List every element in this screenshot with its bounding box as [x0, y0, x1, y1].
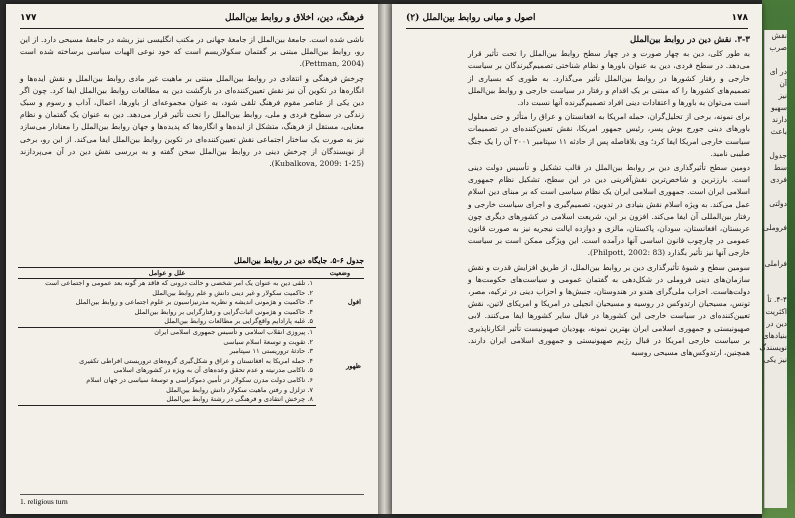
right-page-header	[406, 12, 748, 29]
next-page-fragment-line: نیز یکی	[763, 355, 787, 364]
next-page-fragment-line: آن	[779, 79, 787, 88]
table-cell: ۳. حاکمیت و هژمونی اندیشه و نظریه مدرنیزاسیون بر علوم اجتماعی و روابط بین‌الملل	[75, 298, 313, 307]
page-number: ۱۷۸	[731, 13, 748, 23]
table-cell: ۶. ناکامی دولت مدرن سکولار در تأمین دموکراسی و توسعهٔ سیاسی در جهان اسلام	[86, 375, 313, 384]
left-page-header	[20, 12, 364, 29]
left-page	[6, 4, 378, 514]
next-page-fragment-line: ۴-۴. تأ	[767, 295, 787, 304]
next-page-fragment-line	[765, 54, 787, 66]
table-row	[18, 308, 364, 318]
table-category-decline: افول	[347, 298, 361, 307]
next-page-fragment-line: سهیو	[771, 103, 787, 112]
table-row	[18, 279, 364, 289]
table-cell: ۵. غلبه پارادایم واقع‌گرایی بر مطالعات روابط بین‌الملل	[18, 317, 316, 327]
next-page-fragment-line	[765, 270, 787, 282]
table-cell: ۲. تقویت و توسعهٔ اسلام سیاسی	[223, 337, 313, 346]
table-row	[18, 289, 364, 299]
next-page-fragment-line: صرب	[769, 43, 787, 52]
table-row	[18, 347, 364, 357]
next-page-fragment-line: سط	[773, 163, 787, 172]
table-cell: ۸. چرخش انتقادی و فرهنگی در رشتهٔ روابط بین‌الملل	[18, 395, 316, 405]
table-row	[18, 327, 364, 337]
next-page-fragment-line	[765, 234, 787, 246]
next-page-fragment-line	[765, 138, 787, 150]
section-heading: ۳-۳. نقش دین در روابط بین‌الملل	[630, 35, 750, 45]
paragraph: چرخش فرهنگی و انتقادی در روابط بین‌الملل مبتنی بر ماهیت غیر مادی روابط بین‌الملل و نقش ایده‌ها و انگاره‌ها در تکوین آن نیز نقش تعیین‌کننده‌ای در بازگشت دین به مطالعات روابط بین‌الملل ایفا کرد. چون اگر دین یکی از عناصر مقوم فرهنگ تلقی شود، به عنوان مجموعه‌ای از باورها، اعمال، آداب و رسوم و سبک زندگی در سطوح فردی و ملی، روابط بین‌الملل را تحت تأثیر قرار می‌دهد. دین به عنوان یک گفتمان و نظام معنایی، مستقل از فرهنگ، متشکل از ایده‌ها و انگاره‌ها که پدیده‌ها و جهان روابط بین‌الملل را معنادار می‌سازد نیز به صورت یک ساختار اجتماعی نقش تعیین‌کننده‌ای در تکوین روابط بین‌الملل ایفا می‌کند. از این رو، برخی از نویسندگان از چرخش دینی در روابط بین‌الملل سخن گفته و به بررسی نقش دین در آن می‌پردازند (Kubalkova, 2009: 1-25).	[20, 73, 364, 169]
paragraph: سومین سطح و شیوهٔ تأثیرگذاری دین بر روابط بین‌الملل، از طریق افزایش قدرت و نقش سازمان‌های دینی فروملی در شکل‌دهی به گفتمان عمومی و سیاست‌های حکومت‌ها و دولت‌هاست. احزاب ملی‌گرای هندو در هندوستان، جنبش‌ها و احزاب دینی در ترکیه، مصر، تونس، مسیحیان ارتدوکس در روسیه و مسیحیان انجیلی در امریکا و امریکای لاتین، نقش تعیین‌کننده‌ای در سیاست خارجی این کشورها در قبال سایر کشورها ایفا می‌کنند. لابی صهیونیستی و جمهوری اسلامی ایران بهترین نمونه، یهودیان صهیونیست تأثیر انکارناپذیری بر سیاست خارجی امریکا در قبال رژیم صهیونیستی و جمهوری اسلامی ایران دارند. همچنین، ارتدوکس‌های مسیحی روسیه	[468, 262, 750, 358]
next-page-fragment-line: فروملی	[762, 223, 787, 232]
table-row	[18, 366, 364, 376]
table-caption: جدول ۶-۵. جایگاه دین در روابط بین‌الملل	[233, 256, 364, 265]
paragraph: به طور کلی، دین به چهار صورت و در چهار سطح روابط بین‌الملل را تحت تأثیر قرار می‌دهد. در سطح فردی، دین به عنوان باورها و نظام شناختی تصمیم‌گیرندگان بر سیاست خارجی و رفتار کشورها در روابط بین‌الملل تأثیر می‌گذارد. به طوری که بسیاری از تصمیم‌های کشورها را که مبتنی بر یک اقدام و رفتار در سیاست خارجی و روابط بین‌الملل است می‌توان به باورها و اعتقادات دینی افراد تصمیم‌گیرنده آنها نسبت داد.	[468, 49, 750, 108]
next-page-fragment-line: فردی	[770, 175, 787, 184]
table-row	[18, 357, 364, 367]
table-category-emergence: ظهور	[346, 361, 361, 370]
paragraph: ناشی شده است. جامعهٔ بین‌الملل از جامعهٔ جهانی در مکتب انگلیسی نیز ریشه در جامعهٔ مسیحی دارد. از این رو، روابط بین‌الملل مبتنی بر گفتمان سکولاریسم است که خود نوعی الهیات سیاسی برساخته شده است (Pettman, 2004).	[20, 35, 364, 69]
next-page-fragment-line	[765, 246, 787, 258]
religion-status-table	[18, 256, 364, 406]
paragraph: دومین سطح تأثیرگذاری دین بر روابط بین‌الملل در قالب تشکیل و تأسیس دولت دینی است. بارزترین و شاخص‌ترین نقش‌آفرینی دین در این سطح، تشکیل نظام جمهوری اسلامی ایران است. جمهوری اسلامی ایران یک نظام سیاسی است که بر مبنای دین اسلام عمل می‌کند. به ویژه اسلام نقش بنیادی در تدوین، تصمیم‌گیری و اجرای سیاست خارجی و رفتار بین‌المللی آن ایفا می‌کند. افزون بر این، شریعت اسلامی در کشورهای دیگری چون عربستان، افغانستان، سودان، پاکستان، مالزی و دوازده ایالت نیجریه نیز به صورت قانون عمومی در چارچوب قانون اساسی آنها درآمده است. این ویژگی ممکن است بر سیاست خارجی آنها نیز تأثیر بگذارد (Philpott, 2002: 83).	[468, 163, 750, 258]
table-row	[18, 386, 364, 396]
book-spine	[378, 4, 392, 514]
table-row	[18, 376, 364, 386]
next-page-fragment-line: دولتی	[769, 199, 787, 208]
table-cell: ۳. حادثهٔ تروریستی ۱۱ سپتامبر	[229, 347, 313, 356]
next-page-fragment-line	[765, 210, 787, 222]
page-number: ۱۷۷	[20, 13, 37, 23]
table-cell: ۲. حاکمیت سکولار و غیر دینی دانش و علم روابط بین‌الملل	[152, 288, 313, 297]
next-page-fragment-line: دارند	[771, 115, 787, 124]
table-header-causes: علل و عوامل	[18, 268, 316, 279]
next-page-fragment-line: نیز	[778, 91, 787, 100]
running-title: فرهنگ، دین، اخلاق و روابط بین‌الملل	[225, 13, 364, 23]
next-page-fragment-line: نویسندگ	[759, 343, 787, 352]
table-cell: ۵. ناکامی مدرنیته و عدم تحقق وعده‌های آن به ویژه در کشورهای اسلامی	[113, 366, 313, 375]
table-cell: ۱. پیروزی انقلاب اسلامی و تأسیس جمهوری اسلامی ایران	[154, 327, 313, 336]
next-page-fragment-line: اکثریت	[765, 307, 787, 316]
next-page-fragment-line: باعث	[770, 127, 787, 136]
next-page-fragment-line	[765, 186, 787, 198]
next-page-fragment-line: جدول	[769, 151, 787, 160]
table-cell: ۱. تلقی دین به عنوان یک امر شخصی و حالت درونی که فاقد هر گونه بعد عمومی و اجتماعی است	[45, 279, 313, 287]
table-row	[18, 298, 364, 308]
table-cell: ۷. تزلزل و رفتن ماهیت سکولار دانش روابط بین‌الملل	[166, 385, 313, 394]
footnote: 1. religious turn	[20, 494, 364, 506]
table-cell: ۴. حاکمیت و هژمونی اثبات‌گرایی و رفتارگرایی بر روابط بین‌الملل	[134, 307, 313, 316]
next-page-fragment-line: نقش	[771, 31, 787, 40]
table-row	[18, 338, 364, 348]
next-page-fragment-line: بنیادهای	[762, 331, 787, 340]
next-page-edge	[759, 30, 787, 508]
table-row	[18, 317, 364, 327]
table-cell: ۴. حمله امریکا به افغانستان و عراق و شکل‌گیری گروه‌های تروریستی افراطی تکفیری	[79, 356, 313, 365]
next-page-fragment-line: در ای	[769, 67, 787, 76]
next-page-fragment-line: دین در	[766, 319, 787, 328]
table-row	[18, 395, 364, 405]
next-page-fragment-line	[765, 282, 787, 294]
right-body-text	[468, 34, 750, 361]
running-title: اصول و مبانی روابط بین‌الملل (۲)	[406, 13, 536, 23]
table	[18, 267, 364, 406]
next-page-fragment-line: فراملی	[764, 259, 787, 268]
table-header-status: وضعیت	[316, 268, 364, 279]
paragraph: برای نمونه، برخی از تحلیل‌گران، حمله امریکا به افغانستان و عراق را متأثر و حتی معلول باورهای دینی جورج بوش پسر، رئیس جمهور امریکا، نقش تعیین‌کننده‌ای در تصمیمات سیاست خارجی امریکا ایفا کرد؛ وی بلافاصله پس از حادثه ۱۱ سپتامبر ۲۰۰۱ آن را یک جنگ صلیبی نامید.	[468, 112, 750, 158]
right-page	[392, 4, 762, 514]
left-body-text	[20, 34, 364, 172]
